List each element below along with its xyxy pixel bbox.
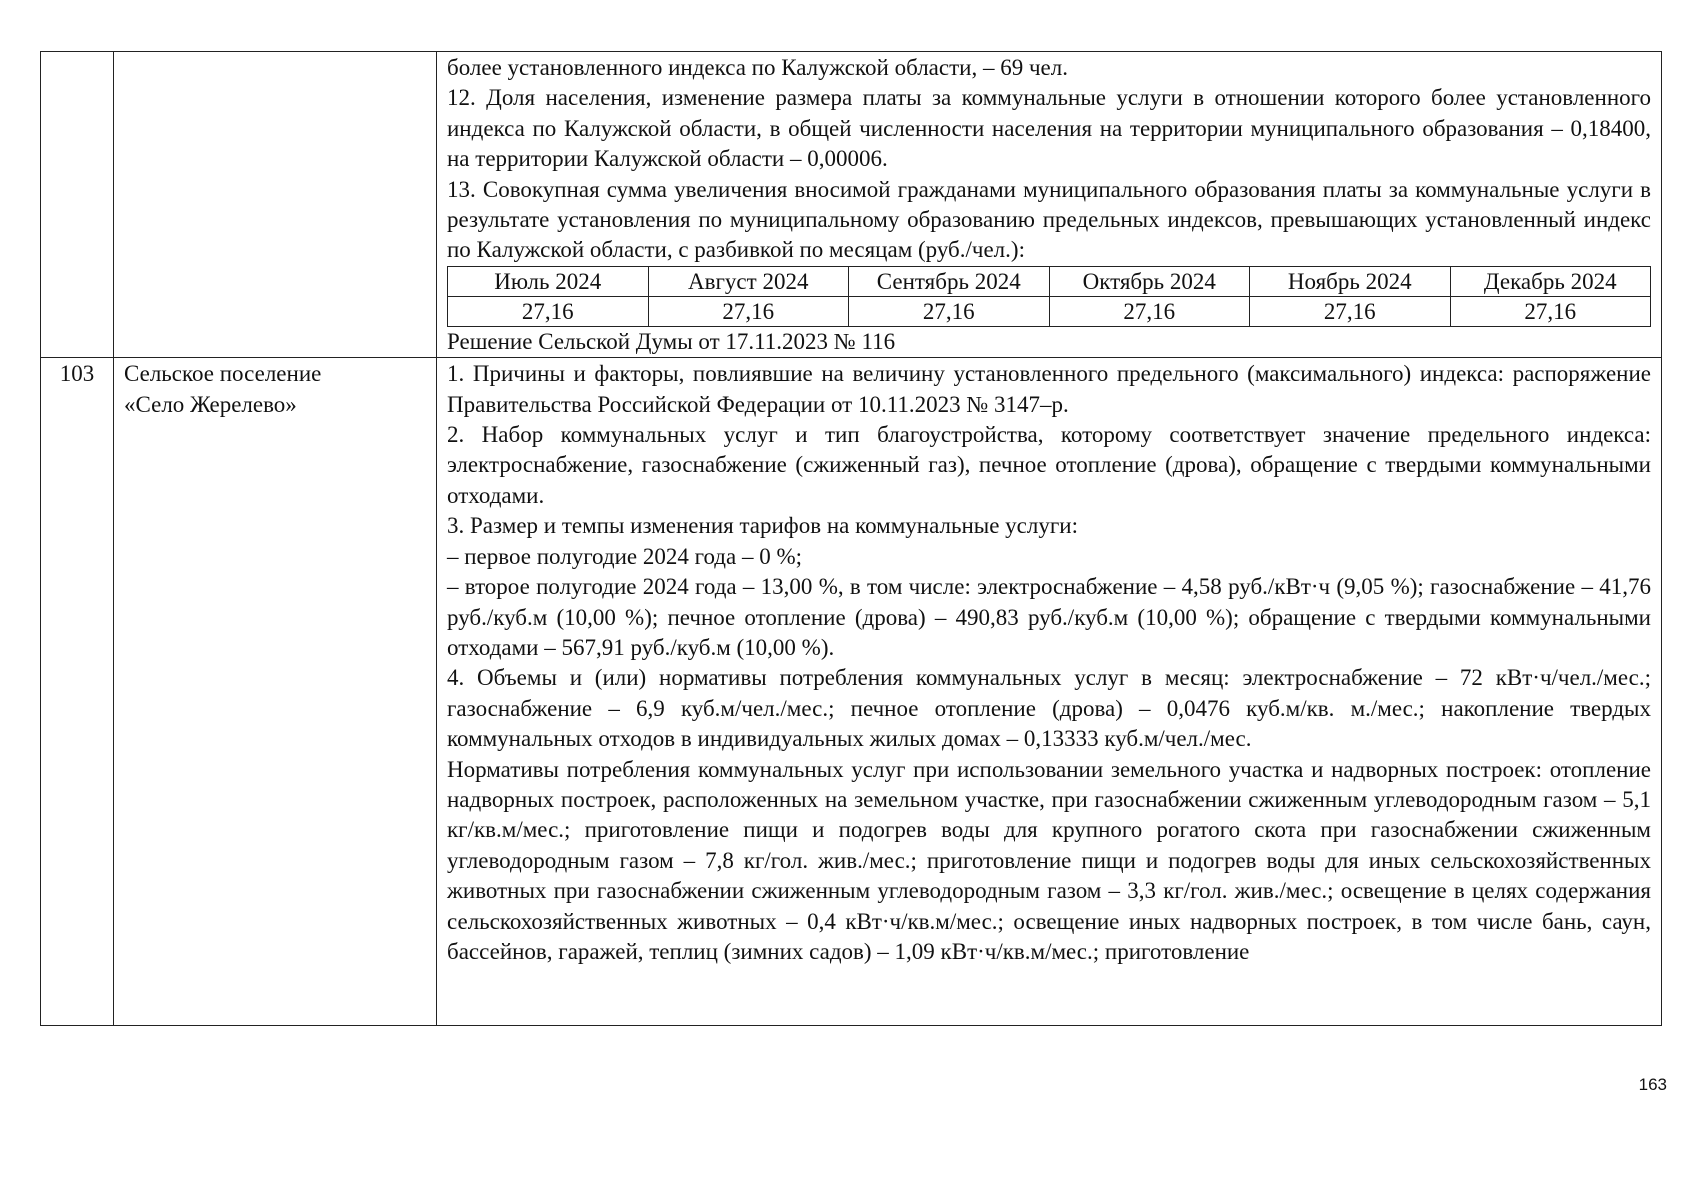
paragraph: Нормативы потребления коммунальных услуг при использовании земельного участка и надворных построек: отопление надворных построек, расположенных на земельном участке, при газоснабжении сжиженным углеводородным газом – 5,1 кг/кв.м/мес.; приготовление пищи и подогрев воды для крупного рогатого скота при газоснабжении сжиженным углеводородным газом – 7,8 кг/гол. жив./мес.; приготовление пищи и подогрев воды для иных сельскохозяйственных животных при газоснабжении сжиженным углеводородным газом – 3,3 кг/гол. жив./мес.; освещение в целях содержания сельскохозяйственных животных – 0,4 кВт·ч/кв.м/мес.; освещение иных надворных построек, в том числе бань, саун, бассейнов, гаражей, теплиц (зимних садов) – 1,09 кВт·ч/кв.м/мес.; приготовление [447,756,1651,964]
monthly-increase-table [447,266,1651,327]
month-header: Декабрь 2024 [1450,266,1651,296]
paragraph: 12. Доля населения, изменение размера платы за коммунальные услуги в отношении которого более установленного индекса по Калужской области, в общей численности населения на территории муниципального образования – 0,18400, на территории Калужской области – 0,00006. [447,85,1651,172]
page-number: 163 [1638,1075,1667,1094]
municipality-name-cell [114,358,437,1026]
indices-table [40,51,1662,1026]
month-value-row [448,296,1651,326]
paragraph: 2. Набор коммунальных услуг и тип благоустройства, которому соответствует значение предельного индекса: электроснабжение, газоснабжение (сжиженный газ), печное отопление (дрова), обращение с твердыми коммунальными отходами. [447,422,1651,508]
paragraph: 4. Объемы и (или) нормативы потребления коммунальных услуг в месяц: электроснабжение – 72 кВт·ч/чел./мес.; газоснабжение – 6,9 куб.м/чел./мес.; печное отопление (дрова) – 0,0476 куб.м/кв. м./мес.; накопление твердых коммунальных отходов в индивидуальных жилых домах – 0,13333 куб.м/чел./мес. [447,665,1651,752]
month-value: 27,16 [1450,296,1651,326]
municipality-name-line: Сельское поселение [124,361,322,387]
month-value: 27,16 [1049,296,1250,326]
month-header: Август 2024 [648,266,849,296]
month-value: 27,16 [448,296,649,326]
decision-reference: Решение Сельской Думы от 17.11.2023 № 116 [447,328,896,354]
month-header: Июль 2024 [448,266,649,296]
month-value: 27,16 [1250,296,1451,326]
month-header: Сентябрь 2024 [849,266,1050,296]
month-header-row [448,266,1651,296]
description-cell [437,52,1662,358]
row-number: 103 [59,361,95,387]
municipality-name-line: «Село Жерелево» [124,391,297,417]
paragraph: 1. Причины и факторы, повлиявшие на величину установленного предельного (максимального) индекса: распоряжение Правительства Российской Федерации от 10.11.2023 № 3147–р. [447,361,1651,417]
municipality-name [114,358,436,420]
municipality-name-cell [114,52,437,358]
month-header: Октябрь 2024 [1049,266,1250,296]
paragraph: – первое полугодие 2024 года – 0 %; [447,543,803,569]
row-number-cell [41,52,114,358]
row-number-cell [41,358,114,1026]
description-cell [437,358,1662,1026]
paragraph: 13. Совокупная сумма увеличения вносимой гражданами муниципального образования платы за коммунальные услуги в результате установления по муниципальному образованию предельных индексов, превышающих установленный индекс по Калужской области, с разбивкой по месяцам (руб./чел.): [447,176,1651,263]
table-row [41,358,1662,1026]
paragraph: более установленного индекса по Калужской области, – 69 чел. [447,55,1068,80]
month-value: 27,16 [849,296,1050,326]
paragraph: 3. Размер и темпы изменения тарифов на коммунальные услуги: [447,513,1078,539]
month-header: Ноябрь 2024 [1250,266,1451,296]
table-row [41,52,1662,358]
paragraph: – второе полугодие 2024 года – 13,00 %, в том числе: электроснабжение – 4,58 руб./кВт·ч (9,05 %); газоснабжение – 41,76 руб./куб.м (10,00 %); печное отопление (дрова) – 490,83 руб./куб.м (10,00 %); обращение с твердыми коммунальными отходами – 567,91 руб./куб.м (10,00 %). [447,574,1651,660]
month-value: 27,16 [648,296,849,326]
row-number [41,52,113,53]
